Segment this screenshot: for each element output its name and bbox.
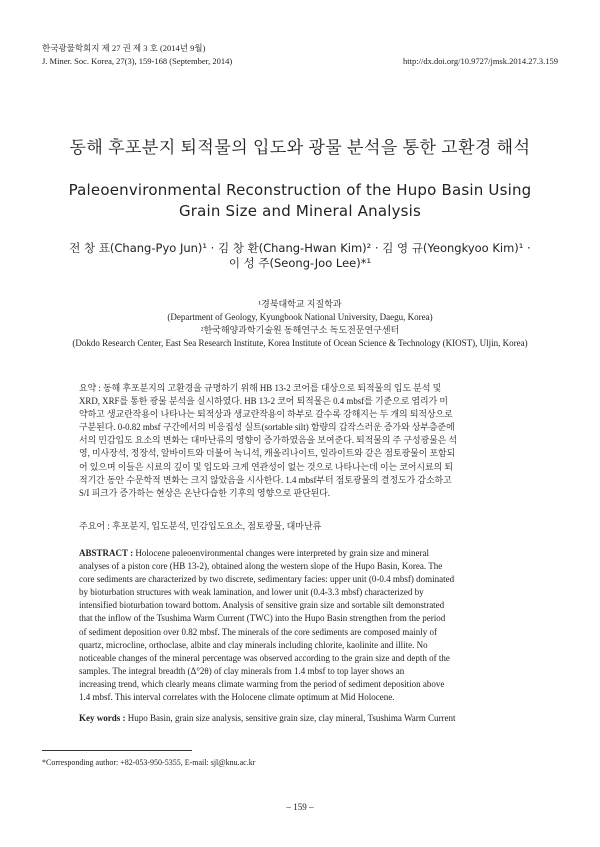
abstract-korean-line: 적기간 동안 수문학적 변화는 크지 않았음을 시사한다. 1.4 mbsf부터 점토광물의 결정도가 감소하고 [79, 474, 452, 485]
title-english-line-2: Grain Size and Mineral Analysis [178, 202, 422, 220]
abstract-korean-line: 서의 민감입도 요소의 변화는 대마난류의 영향이 증가하였음을 보여준다. 퇴적물의 주 구성광물은 석 [79, 435, 458, 446]
keywords-english-label: Key words : [79, 713, 128, 723]
abstract-korean [79, 382, 521, 500]
abstract-english-label: ABSTRACT : [79, 548, 136, 558]
affiliation-1-english: (Department of Geology, Kyungbook National University, Daegu, Korea) [167, 312, 433, 322]
abstract-english-line: quartz, microcline, orthoclase, albite and clay minerals including chlorite, kaolinite and illite. No [79, 639, 428, 650]
abstract-english-line: intensified bioturbation toward bottom. Analysis of sensitive grain size and sortable silt demonstrated [79, 600, 445, 611]
affiliation-2-korean: ²한국해양과학기술원 동해연구소 독도전문연구센터 [200, 325, 400, 335]
keywords-english-text: Hupo Basin, grain size analysis, sensitive grain size, clay mineral, Tsushima Warm Current [127, 713, 456, 723]
abstract-english-line: increasing trend, which clearly means climate warming from the period of sediment deposition above [79, 678, 445, 689]
journal-info-korean: 한국광물학회지 제 27 권 제 3 호 (2014년 9월) [42, 43, 206, 53]
journal-info-english: J. Miner. Soc. Korea, 27(3), 159-168 (September, 2014) [42, 56, 233, 66]
abstract-korean-line: 구분된다. 0-0.82 mbsf 구간에서의 비응집성 실트(sortable silt) 함량의 갑작스러운 증가와 상부층준에 [79, 422, 455, 433]
keywords-korean-label: 주요어 : [79, 521, 113, 531]
title-korean: 동해 후포분지 퇴적물의 입도와 광물 분석을 통한 고환경 해석 [69, 138, 531, 157]
abstract-korean-line: 약하고 생교란작용이 나타나는 퇴적상과 생교란작용이 하부로 갈수록 강해지는 두 개의 퇴적상으로 [79, 409, 453, 420]
abstract-english-line: Holocene paleoenvironmental changes were interpreted by grain size and mineral [135, 548, 429, 558]
doi-link[interactable]: http://dx.doi.org/10.9727/jmsk.2014.27.3.159 [403, 56, 558, 66]
affiliations [0, 298, 600, 350]
abstract-english-line: of sediment deposition over 0.82 mbsf. The minerals of the core sediments are composed mainly of [79, 626, 437, 637]
page-number: – 159 – [286, 802, 314, 812]
abstract-english-line: analyses of a piston core (HB 13-2), obtained along the western slope of the Hupo Basin, Korea. The [79, 561, 443, 572]
abstract-korean-line: 영, 미사장석, 정장석, 알바이트와 더불어 녹니석, 캐올리나이트, 일라이트와 같은 점토광물이 포함되 [79, 448, 456, 459]
abstract-korean-line: XRD, XRF를 통한 광물 분석을 실시하였다. HB 13-2 코어 퇴적물은 0.4 mbsf를 기준으로 엽리가 미 [79, 396, 448, 407]
affiliation-1-korean: ¹경북대학교 지질학과 [258, 299, 342, 309]
author-line-2: 이 성 주(Seong-Joo Lee)*¹ [228, 256, 372, 270]
abstract-korean-label: 요약 : [79, 383, 104, 393]
abstract-english-line: samples. The integral breadth (Δ°2θ) of clay minerals from 1.4 mbsf to top layer shows an [79, 665, 405, 676]
abstract-korean-line: 어 있으며 이들은 시료의 깊이 및 입도와 크게 연관성이 없는 것으로 나타나는데 이는 코어시료의 퇴 [79, 461, 453, 472]
footnote-divider [42, 750, 192, 751]
keywords-korean-text: 후포분지, 입도분석, 민감입도요소, 점토광물, 대마난류 [112, 521, 322, 531]
abstract-english-line: core sediments are characterized by two discrete, sedimentary facies: upper unit (0-0.4 mbsf) dominated [79, 574, 455, 585]
abstract-korean-line: S/I 피크가 증가하는 현상은 온난다습한 기후의 영향으로 판단된다. [79, 487, 331, 498]
corresponding-author-footnote: *Corresponding author: +82-053-950-5355, E-mail: sjl@knu.ac.kr [42, 758, 256, 767]
abstract-korean-line: 동해 후포분지의 고환경을 규명하기 위해 HB 13-2 코어를 대상으로 퇴적물의 입도 분석 및 [103, 383, 442, 393]
affiliation-2-english: (Dokdo Research Center, East Sea Research Institute, Korea Institute of Ocean Science & Technology (KIOST), Uljin, Korea) [72, 338, 528, 348]
title-english [0, 180, 600, 222]
abstract-english-line: noticeable changes of the mineral percentage was observed according to the grain size and depth of the [79, 652, 450, 663]
keywords-english [79, 712, 521, 725]
title-english-line-1: Paleoenvironmental Reconstruction of the Hupo Basin Using [68, 181, 532, 199]
author-line-1: 전 창 표(Chang-Pyo Jun)¹ · 김 창 환(Chang-Hwan Kim)² · 김 영 규(Yeongkyoo Kim)¹ · [69, 241, 531, 255]
author-list [0, 241, 600, 271]
abstract-english-line: that the inflow of the Tsushima Warm Current (TWC) into the Hupo Basin strengthen from the period [79, 613, 446, 624]
abstract-english [79, 547, 521, 704]
keywords-korean [79, 520, 521, 533]
abstract-english-line: 1.4 mbsf. This interval correlates with the Holocene climate optimum at Mid Holocene. [79, 692, 395, 703]
abstract-english-line: by bioturbation structures with weak lamination, and lower unit (0.4-3.3 mbsf) characterized by [79, 587, 424, 598]
